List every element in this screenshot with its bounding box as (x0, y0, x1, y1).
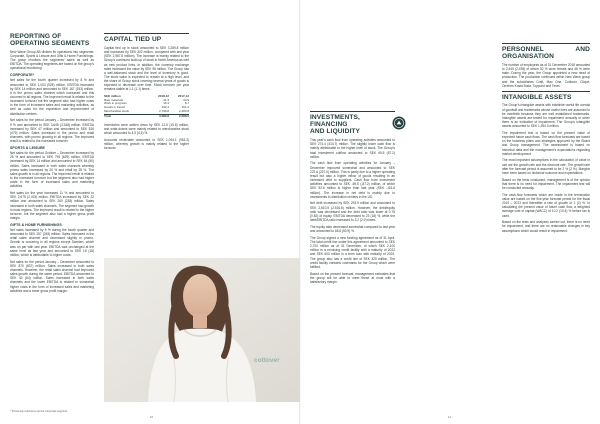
personnel-heading: PERSONNEL AND ORGANISATION (502, 46, 590, 61)
personnel-paragraph: The number of employees as of 31 December 2018 amounted to 2,445 (2,495) of whom 52 % were female and 48 % were male. During the year, the Group appointed a new head of production. The production continued within New Wave group and the subsidiaries Craft, Mac One, Cottover, Clique, Orrefors Kosta Boda, Toppoint and Texet. (502, 62, 590, 88)
table-cell: 2,688.6 (169, 115, 189, 119)
investments-column (310, 33, 395, 403)
heading-rule (310, 111, 395, 112)
investments-paragraph-2: The cash flow from operating activities for January – December improved somewhat and amounted to SEK 222.6 (207.0) million. This is partly due to a higher operating result but also a higher inflow of goods resulting in an increased debt to suppliers. Cash flow from investment activities amounted to SEK -69.5 (-87.2) million, of which SEK 52.6 million is higher than last year (SEK -116.6 million). The increase in net debt is mainly due to investments in distribution centers in the US. (310, 161, 395, 199)
heading-line-1: REPORTING OF (10, 33, 62, 40)
capital-tied-up-heading: CAPITAL TIED UP (104, 36, 162, 44)
heading-rule (502, 43, 590, 44)
table-cell: 16.3 (163, 101, 170, 106)
table-col-2018: 2018-12 (158, 93, 170, 98)
heading-line-2: AND LIQUIDITY (310, 128, 361, 136)
table-cell: 232.4 (161, 105, 170, 110)
table-total-row (104, 115, 189, 119)
table-cell: Raw materials (104, 97, 124, 102)
sports-subheading: SPORTS & LEISURE (10, 145, 45, 150)
right-page-middle-column (405, 33, 492, 403)
intangible-paragraph-1: The Group’s intangible assets with indefinite useful life consist of goodwill and trademarks whose useful lives are assumed to be indefinite because they are well established trademarks. Intangible assets are tested for impairment annually or when there is an indication of impairment. The Group’s intangible assets amounted to SEK 1,394.0 million. (502, 103, 590, 129)
corporate-paragraph-1: Net sales for the fourth quarter increased by 8 % and amounted to SEK 1,003 (928) million. EBITDA increased by SEK 14 million and amounted to SEK 167 (153) million. It is the promo sales channel which increased and this occurred in all regions. The improved result is related to the increased turnover but the segment also had higher costs in the form of increased sales and marketing activities, as well as costs for the expansion and improvement of distribution centers. (10, 78, 94, 116)
intangible-paragraph-3: The most important assumptions in the calculation of value in use are the growth rate and the discount rate. The growth rate after the forecast period is assumed to be 2 % (2 %). Margins have been based on historical outcome and expectations. (502, 158, 590, 175)
reporting-segments-column (10, 33, 94, 403)
investments-paragraph-6: Based on the present forecast, management estimates that the group will be able to meet these at most with a satisfactory margin. (310, 271, 395, 284)
cottover-logo-text: cottover (254, 357, 280, 364)
personnel-spacer (502, 33, 590, 43)
sports-paragraph-1: Net sales for the period October – December increased by 26 % and amounted to SEK 793 (629) million. EBITDA increased by SEK 14 million and amounted to SEK 64 (50) million. Sales increased in both sales channels whereby promo sales increased by 20 % and retail by 28 %. The sales growth is in all regions. The improved result is related to the increased turnover but the segment also had higher costs in the form of increased sales and marketing activities. (10, 151, 94, 189)
emblem-icon (392, 116, 406, 130)
page-number-left: 10 (150, 415, 154, 419)
investments-paragraph-5: The Group signed a new funding agreement as of 31 April. The total credit line under this agreement amounted to SEK 2,700 million as of 31 December, of which SEK 2,100 million is a revolving credit facility with a maturity of 2022 and SEK 600 million is a term loan with maturity of 2024. The group also has a credit line of SEK 320 million. The credit facility contains covenants for the Group which were fulfilled. (310, 235, 395, 269)
intangible-paragraph-4: Based on the tests conducted, management is of the opinion that there is no need for impairment. The impairment test will be conducted annually. (502, 177, 590, 190)
intangible-paragraph-5: The cash-flow forecasts which are made in the termination value are based on the five-year forecast period for the fiscal 2019 – 2023 and thereafter a rate of growth of 2 (2) %. In calculating the present value of future cash flow, a weighted average cost of capital (WACC) of 10.2 (10.4) % before tax is used. (502, 192, 590, 218)
heading-line-1: INVESTMENTS, FINANCING (310, 114, 360, 129)
inventory-table (104, 95, 189, 119)
investments-heading (310, 114, 395, 135)
table-cell: 8.7 (184, 101, 189, 106)
corporate-paragraph-2: Net sales for the period January – December increased by 9 % and amounted to SEK 3,648 (3,348) million. EBITDA increased by SEK 47 million and amounted to SEK 526 (479) million. Sales increased in the promo and retail channels, with promo growing in all regions. The improved result is related to the increased turnover. (10, 118, 94, 144)
investments-paragraph-4: The equity ratio decreased somewhat compared to last year and amounted to 48.6 (50.9) %. (310, 224, 395, 233)
table-col-2017: 2017-12 (177, 93, 189, 98)
intangible-heading: INTANGIBLE ASSETS (502, 93, 572, 101)
table-cell: Merchandise stock (104, 109, 130, 114)
table-cell: SEK million (104, 93, 121, 98)
capital-paragraph-3: Accounts receivable amounted to SEK 1,094.1 (963.3) million, whereby growth is mainly related to the higher turnover. (104, 138, 189, 151)
model-photo-illustration (104, 258, 300, 402)
left-page-right-column (207, 33, 292, 293)
personnel-intangible-column (502, 33, 590, 403)
table-cell: Work in progress (104, 101, 127, 106)
gifts-paragraph-2: Net sales for the period January – December amounted to SEK 870 (837) million. Sales increased in both sales channels. However, the retail sales channel had improved sales growth during the same period. EBITDA amounted to SEK 40 (64) million. Sales increased in both sales channels and the lower EBITDA is related to somewhat higher costs in the form of increased sales and marketing activities and a lower gross profit margin. (10, 259, 94, 293)
table-cell: 2,483.8 (178, 109, 189, 114)
table-cell: 2,799.8 (159, 109, 170, 114)
segment-footnote: * Previously referred to as the Corporate segment. (10, 410, 68, 413)
investments-paragraph-1: This year’s cash flow from operating activities amounted to SEK 274.4 (414.7) million. The slightly lower cash flow is mainly attributable to the higher level of stock. The Group’s total investment outflow amounted to SEK 69.5 (87.2) million. (310, 138, 395, 159)
table-cell: 41.3 (163, 97, 170, 102)
investments-spacer (310, 33, 395, 111)
model-photo (104, 258, 300, 402)
reporting-intro: New Wave Group AB divides its operations into segments: Corporate, Sports & Leisure and Gifts & Home Furnishings. The group monitors the segments’ sales as well as EBITDA. The operating segments are based on the group’s operational monitoring. (10, 49, 94, 71)
corporate-subheading: CORPORATE* (10, 73, 35, 78)
gifts-subheading: GIFTS & HOME FURNISHINGS (10, 222, 62, 227)
table-cell: Total (104, 115, 149, 119)
intangible-paragraph-2: The impairment test is based on the present value of expected future cash flows. The cash flow forecasts are based on the business plans and strategies approved by the Board and Group management. The assessment is based on historical data and the management’s expectations regarding market development. (502, 130, 590, 156)
intangible-paragraph-6: Based on the tests and analyses carried out, there is no need for impairment, and there are no reasonable changes in key assumptions which would result in impairment. (502, 220, 590, 233)
table-cell: 34.9 (183, 97, 189, 102)
heading-rule (104, 33, 189, 34)
heading-rule (502, 91, 590, 92)
table-cell: 3,089.8 (149, 115, 169, 119)
investments-paragraph-3: Net debt increased by SEK 293.9 million and amounted to SEK 2,810.5 (2,516.6) million. However, the debt/equity ratio was decreased and the debt ratio was lower at 0.76 (0.82) of equity. EBITDA decreased to 23 (18) %, while the debt/EBITDA ratio increased to 3.2 (2.9) times. (310, 201, 395, 223)
capital-tied-up-column (104, 33, 189, 293)
capital-paragraph-2: Inventories were written down by SEK 12.5 (19.6) million, and write-downs were mainly related to merchandise stock which amounted to 4.5 (4.5) %. (104, 123, 189, 136)
capital-paragraph-1: Capital tied up in stock amounted to SEK 3,289.8 million and increased by SEK 302 million, compared with last year (SEK 2,987.8 million). The increase is mainly related to the Group’s continued build-up of stock in North America as well as new product lines. In addition, the currency exchange rates increased the value by SEK 98 million. The Group has a well-balanced stock and the level of inventory is good. The stock value is expected to remain at a high level, and the share of Group stock covering several years of goods is expected to decrease over time. Stock turnover per year remains stable at 1.1 (1.1) times. (104, 45, 189, 92)
reporting-segments-heading (10, 33, 94, 47)
table-cell: 161.2 (181, 105, 189, 110)
table-cell: Goods in transit (104, 105, 126, 110)
sports-paragraph-2: Net sales for the year increased 11 % and amounted to SEK 2,675 (2,415) million. EBITDA increased by SEK 22 million and amounted to SEK 260 (238) million. Sales increased in both sales channels. The segment had growth in most regions. The improved result is related to the higher turnover, but the segment also had a higher gross profit margin. (10, 191, 94, 220)
page-number-right: 11 (448, 415, 451, 419)
gifts-paragraph-1: Net sales increased by 5 % during the fourth quarter and amounted to SEK 257 (245) million. Sales increased in the retail sales channel and decreased slightly in promo. Growth is occurring in all regions except Sweden, which was on par with last year. EBITDA was unchanged at the same level as last year and amounted to SEK 18 (18) million, which is attributable to higher costs. (10, 227, 94, 257)
heading-line-2: OPERATING SEGMENTS (10, 40, 90, 48)
